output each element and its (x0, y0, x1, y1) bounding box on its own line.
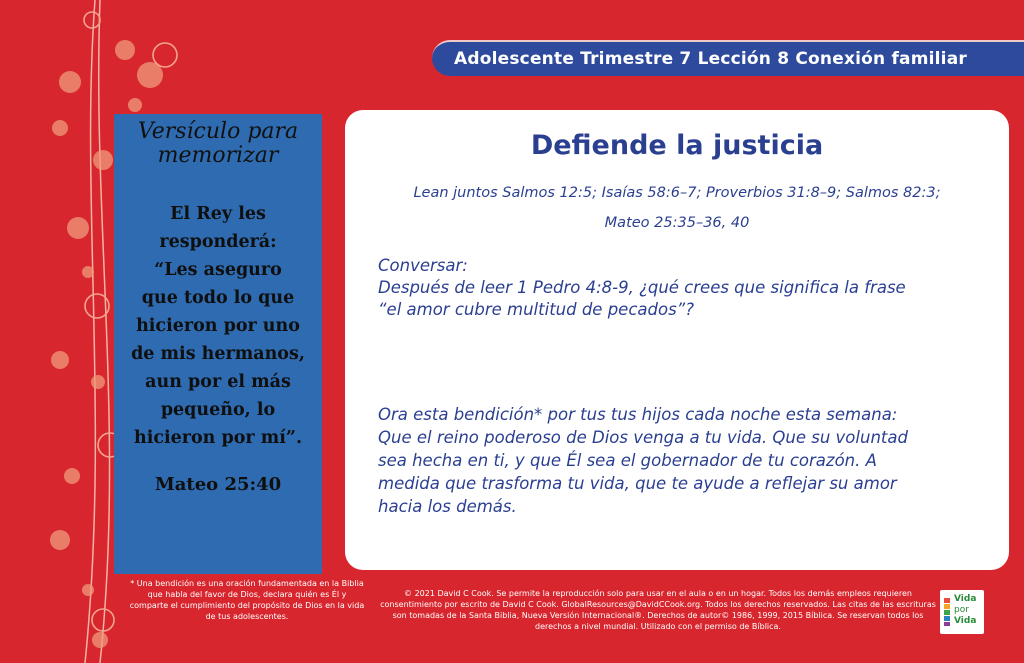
verse-line: hicieron por uno (136, 316, 300, 336)
conversation-line1: Después de leer 1 Pedro 4:8-9, ¿qué crees que significa la frase (378, 278, 906, 297)
conversation-line2: “el amor cubre multitud de pecados”? (378, 300, 694, 319)
memory-verse-reference: Mateo 25:40 (154, 474, 282, 495)
header-band (432, 40, 1024, 76)
blessing-line: sea hecha en ti, y que Él sea el gobernador de tu corazón. A (378, 451, 877, 470)
readings-line1: Lean juntos Salmos 12:5; Isaías 58:6–7; Proverbios 31:8–9; Salmos 82:3; (413, 185, 941, 201)
blessing-line: hacia los demás. (378, 497, 517, 516)
logo-line2: por (954, 605, 969, 615)
verse-line: de mis hermanos, (131, 344, 305, 364)
memory-verse-text (114, 200, 322, 452)
blessing-line: medida que trasforma tu vida, que te ayude a reflejar su amor (378, 474, 897, 493)
copyright-notice: © 2021 David C Cook. Se permite la reproducción solo para usar en el aula o en un hogar. Todos los demás empleos requieren consentimiento por escrito de David C Cook. GlobalResources@DavidCCook.org. Todos los derechos reservados. Las citas de las escrituras son tomadas de la Santa Biblia, Nueva Versión Internacional®. Derechos de autor© 1986, 1999, 2015 Bíblica. Se reservan todos los derechos a nivel mundial. Utilizado con el permiso de Bíblica. (380, 589, 936, 631)
blessing-section (378, 403, 994, 518)
verse-line: que todo lo que (141, 288, 295, 308)
readings-line2: Mateo 25:35–36, 40 (604, 215, 750, 231)
verse-line: El Rey les (170, 204, 266, 224)
card-title: Defiende la justicia (530, 130, 824, 161)
colored-bars-icon (944, 598, 950, 626)
verse-line: aun por el más (145, 372, 291, 392)
memory-heading-line2: memorizar (157, 143, 279, 168)
header-title: Adolescente Trimestre 7 Lección 8 Conexión familiar (454, 49, 967, 69)
scripture-readings (345, 178, 1009, 238)
vida-por-vida-logo (940, 590, 984, 634)
memory-verse-heading (114, 120, 322, 168)
logo-line1: Vida (954, 594, 977, 604)
verse-line: responderá: (159, 232, 277, 252)
verse-line: hicieron por mí”. (133, 428, 303, 448)
blessing-line: Ora esta bendición* por tus tus hijos cada noche esta semana: (378, 405, 898, 424)
blessing-line: Que el reino poderoso de Dios venga a tu vida. Que su voluntad (378, 428, 908, 447)
memory-heading-line1: Versículo para (137, 119, 299, 144)
verse-line: “Les aseguro (154, 260, 282, 280)
memory-verse-panel (114, 114, 322, 574)
blessing-footnote: * Una bendición es una oración fundamentada en la Biblia que habla del favor de Dios, declara quién es Él y comparte el cumplimiento del propósito de Dios en la vida de tus adolescentes. (129, 579, 365, 621)
conversation-label: Conversar: (378, 256, 468, 275)
conversation-section (378, 255, 988, 321)
logo-text (954, 594, 976, 627)
verse-line: pequeño, lo (160, 400, 276, 420)
logo-line3: Vida (954, 616, 977, 626)
